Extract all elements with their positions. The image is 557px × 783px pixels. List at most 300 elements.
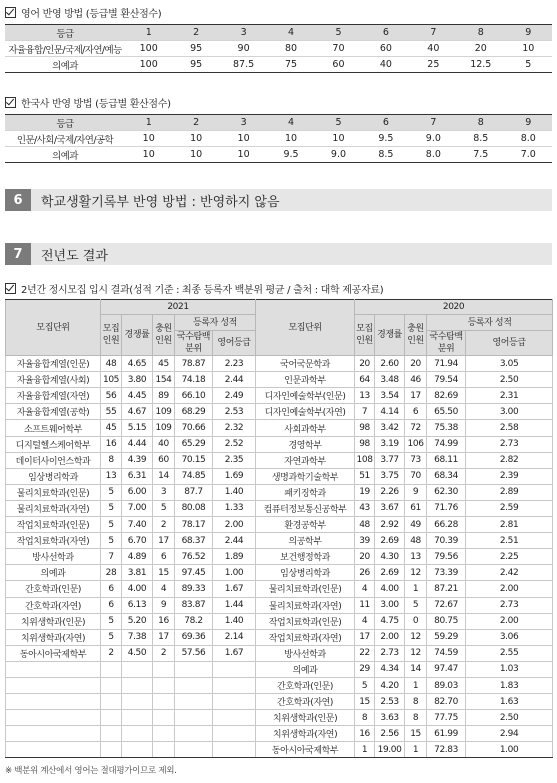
competition-cell: 7.40: [122, 517, 153, 533]
unit-name: 인문과학부: [256, 372, 355, 388]
additional-cell: 14: [405, 661, 427, 677]
empty-cell: [101, 677, 122, 693]
unit-name: 임상병리학과: [256, 565, 355, 581]
score-cell: 12.5: [457, 57, 504, 73]
percentile-cell: 70.39: [427, 533, 466, 549]
english-grade-cell: 2.44: [213, 372, 256, 388]
unit-name: 물리치료학과(자연): [256, 597, 355, 613]
unit-name: 자율융합계열(자연): [6, 388, 101, 404]
quota-cell: 105: [101, 372, 122, 388]
percentile-cell: 69.36: [175, 629, 213, 645]
unit-name: 간호학과(인문): [256, 677, 355, 693]
english-grade-cell: 3.05: [466, 356, 553, 372]
score-cell: 10: [220, 147, 267, 163]
competition-cell: 6.00: [122, 484, 153, 500]
english-grade-cell: 2.49: [213, 388, 256, 404]
english-grade-cell: 2.81: [466, 517, 553, 533]
quota-cell: 22: [355, 645, 375, 661]
percentile-cell: 73.39: [427, 565, 466, 581]
additional-cell: 72: [405, 420, 427, 436]
percentile-cell: 68.11: [427, 452, 466, 468]
table-row: [5, 57, 552, 73]
english-grade-cell: 1.00: [466, 742, 553, 758]
empty-cell: [213, 677, 256, 693]
score-cell: 9.5: [362, 131, 409, 147]
english-grade-cell: 2.51: [466, 533, 553, 549]
score-cell: 20: [457, 41, 504, 57]
english-grade-cell: 1.33: [213, 500, 256, 516]
score-cell: 10: [172, 147, 219, 163]
quota-cell: 19: [355, 484, 375, 500]
percentile-cell: 79.54: [427, 372, 466, 388]
english-grade-cell: 1.67: [213, 581, 256, 597]
english-grade-cell: 2.00: [213, 517, 256, 533]
competition-cell: 4.00: [122, 581, 153, 597]
score-cell: 9.0: [410, 131, 457, 147]
additional-cell: 1: [405, 677, 427, 693]
score-cell: 100: [125, 41, 172, 57]
competition-cell: 2.60: [375, 356, 405, 372]
quota-cell: 8: [355, 710, 375, 726]
quota-cell: 13: [355, 388, 375, 404]
unit-name: 의예과: [6, 565, 101, 581]
competition-cell: 2.26: [375, 484, 405, 500]
additional-cell: 49: [405, 517, 427, 533]
table-row: [6, 581, 553, 597]
competition-cell: 6.13: [122, 597, 153, 613]
table-row: [6, 533, 553, 549]
table-row: [6, 726, 553, 742]
english-grade-cell: 3.06: [466, 629, 553, 645]
grade-number: 9: [505, 115, 553, 131]
percentile-cell: 65.50: [427, 404, 466, 420]
empty-cell: [6, 726, 101, 742]
unit-name: 치위생학과(인문): [6, 613, 101, 629]
year-header-left: 2021: [101, 300, 256, 315]
additional-cell: 4: [153, 581, 175, 597]
history-title-text: 한국사 반영 방법 (등급별 환산점수): [21, 99, 171, 110]
grade-number: 5: [315, 25, 362, 41]
table-row: [6, 742, 553, 758]
competition-cell: 3.42: [375, 420, 405, 436]
competition-cell: 4.44: [122, 436, 153, 452]
quota-cell: 108: [355, 452, 375, 468]
competition-cell: 2.69: [375, 565, 405, 581]
english-grade-cell: 2.25: [466, 549, 553, 565]
percentile-cell: 78.87: [175, 356, 213, 372]
quota-cell: 43: [355, 500, 375, 516]
english-grade-cell: 1.67: [213, 645, 256, 661]
percentile-cell: 66.28: [427, 517, 466, 533]
table-row: [6, 356, 553, 372]
quota-cell: 51: [355, 468, 375, 484]
grade-number: 2: [172, 115, 219, 131]
quota-cell: 15: [355, 694, 375, 710]
grade-header-row: [5, 25, 552, 41]
additional-cell: 6: [153, 549, 175, 565]
score-header: 등록자 성적: [175, 315, 256, 331]
percentile-cell: 89.33: [175, 581, 213, 597]
competition-cell: 3.63: [375, 710, 405, 726]
history-grade-table: [5, 114, 552, 163]
additional-cell: 2: [153, 645, 175, 661]
empty-cell: [175, 661, 213, 677]
competition-cell: 3.54: [375, 388, 405, 404]
percentile-cell: 97.47: [427, 661, 466, 677]
competition-cell: 2.56: [375, 726, 405, 742]
table-row: [6, 500, 553, 516]
english-grade-cell: 2.59: [466, 500, 553, 516]
score-cell: 60: [315, 57, 362, 73]
competition-cell: 2.69: [375, 533, 405, 549]
score-cell: 8.5: [362, 147, 409, 163]
competition-cell: 6.31: [122, 468, 153, 484]
quota-cell: 98: [355, 436, 375, 452]
competition-cell: 4.30: [375, 549, 405, 565]
english-grade-cell: 1.00: [213, 565, 256, 581]
empty-cell: [6, 710, 101, 726]
grade-number: 1: [125, 25, 172, 41]
score-cell: 70: [315, 41, 362, 57]
quota-cell: 7: [355, 404, 375, 420]
empty-cell: [101, 694, 122, 710]
english-grade-cell: 2.58: [466, 420, 553, 436]
competition-cell: 3.48: [375, 372, 405, 388]
additional-cell: 45: [153, 356, 175, 372]
table-row: [6, 420, 553, 436]
quota-cell: 8: [101, 452, 122, 468]
empty-cell: [175, 694, 213, 710]
english-grade-header: 영어등급: [466, 331, 553, 356]
grade-number: 8: [457, 115, 504, 131]
english-grade-cell: 2.94: [466, 726, 553, 742]
additional-cell: 70: [405, 468, 427, 484]
empty-cell: [153, 742, 175, 758]
additional-cell: 8: [405, 694, 427, 710]
results-table: [5, 299, 553, 758]
additional-cell: 1: [405, 581, 427, 597]
quota-cell: 55: [101, 404, 122, 420]
grade-number: 1: [125, 115, 172, 131]
unit-name: 컴퓨터정보통신공학부: [256, 500, 355, 516]
additional-cell: 0: [405, 613, 427, 629]
quota-cell: 5: [101, 484, 122, 500]
additional-header: 충원인원: [405, 315, 427, 356]
percentile-cell: 59.29: [427, 629, 466, 645]
additional-cell: 40: [153, 436, 175, 452]
english-grade-cell: 2.00: [466, 613, 553, 629]
additional-cell: 12: [405, 629, 427, 645]
competition-cell: 4.00: [375, 581, 405, 597]
unit-name: 자율융합계열(인문): [6, 356, 101, 372]
score-cell: 87.5: [220, 57, 267, 73]
quota-cell: 16: [355, 726, 375, 742]
percentile-header: 국수탐백분위: [175, 331, 213, 356]
grade-number: 7: [410, 25, 457, 41]
empty-cell: [101, 742, 122, 758]
score-cell: 10: [172, 131, 219, 147]
unit-name: 방사선학과: [256, 645, 355, 661]
english-grade-cell: 1.89: [213, 549, 256, 565]
quota-cell: 4: [355, 613, 375, 629]
competition-cell: 5.15: [122, 420, 153, 436]
percentile-cell: 74.59: [427, 645, 466, 661]
competition-cell: 3.81: [122, 565, 153, 581]
additional-cell: 1: [405, 742, 427, 758]
table-row: [6, 710, 553, 726]
competition-cell: 7.38: [122, 629, 153, 645]
english-grade-cell: 2.82: [466, 452, 553, 468]
english-grade-cell: 2.89: [466, 484, 553, 500]
additional-cell: 5: [405, 597, 427, 613]
additional-cell: 17: [153, 629, 175, 645]
score-cell: 10: [220, 131, 267, 147]
quota-cell: 6: [101, 597, 122, 613]
score-cell: 10: [267, 131, 314, 147]
score-cell: 5: [505, 57, 553, 73]
english-grade-cell: 2.44: [213, 533, 256, 549]
grade-number: 4: [267, 115, 314, 131]
english-title-text: 영어 반영 방법 (등급별 환산점수): [21, 9, 162, 20]
additional-cell: 46: [405, 372, 427, 388]
additional-cell: 15: [405, 726, 427, 742]
percentile-cell: 74.99: [427, 436, 466, 452]
competition-cell: 4.34: [375, 661, 405, 677]
quota-cell: 11: [355, 597, 375, 613]
row-label: 자율융합/인문/국제/자연/예능: [5, 41, 125, 57]
grade-number: 6: [362, 115, 409, 131]
empty-cell: [175, 742, 213, 758]
empty-cell: [153, 677, 175, 693]
additional-cell: 17: [405, 388, 427, 404]
additional-cell: 6: [405, 404, 427, 420]
quota-cell: 4: [355, 581, 375, 597]
additional-cell: 3: [153, 484, 175, 500]
empty-cell: [153, 661, 175, 677]
row-label: 인문/사회/국제/자연/공학: [5, 131, 125, 147]
additional-cell: 16: [153, 613, 175, 629]
quota-cell: 20: [355, 549, 375, 565]
score-cell: 10: [315, 131, 362, 147]
percentile-cell: 72.83: [427, 742, 466, 758]
competition-cell: 2.73: [375, 645, 405, 661]
table-row: [5, 41, 552, 57]
competition-header: 경쟁률: [375, 315, 405, 356]
english-grade-cell: 2.39: [466, 468, 553, 484]
unit-name: 물리치료학과(인문): [256, 581, 355, 597]
results-title: [5, 281, 383, 296]
percentile-cell: 57.56: [175, 645, 213, 661]
score-cell: 8.0: [410, 147, 457, 163]
grade-number: 6: [362, 25, 409, 41]
quota-cell: 5: [355, 677, 375, 693]
quota-cell: 1: [355, 742, 375, 758]
section-7-bar: [5, 243, 552, 265]
unit-name: 자연과학부: [256, 452, 355, 468]
empty-cell: [6, 742, 101, 758]
quota-cell: 5: [101, 517, 122, 533]
score-cell: 60: [362, 41, 409, 57]
table-row: [6, 677, 553, 693]
section-6-bar: [5, 189, 552, 211]
percentile-cell: 80.75: [427, 613, 466, 629]
score-cell: 80: [267, 41, 314, 57]
competition-cell: 4.65: [122, 356, 153, 372]
section-7-title: 전년도 결과: [41, 248, 108, 264]
additional-cell: 109: [153, 420, 175, 436]
english-grade-header: 영어등급: [213, 331, 256, 356]
competition-cell: 5.20: [122, 613, 153, 629]
percentile-cell: 61.99: [427, 726, 466, 742]
score-cell: 7.5: [457, 147, 504, 163]
english-grade-cell: 2.35: [213, 452, 256, 468]
competition-cell: 19.00: [375, 742, 405, 758]
table-row: [6, 468, 553, 484]
score-cell: 10: [125, 131, 172, 147]
competition-cell: 2.53: [375, 694, 405, 710]
percentile-cell: 71.76: [427, 500, 466, 516]
unit-name: 물리치료학과(인문): [6, 484, 101, 500]
percentile-cell: 82.70: [427, 694, 466, 710]
unit-name: 작업치료학과(자연): [6, 533, 101, 549]
competition-cell: 3.80: [122, 372, 153, 388]
quota-cell: 13: [101, 468, 122, 484]
english-grade-cell: 2.32: [213, 420, 256, 436]
row-label: 의예과: [5, 147, 125, 163]
unit-name: 자율융합계열(공학): [6, 404, 101, 420]
competition-cell: 4.45: [122, 388, 153, 404]
unit-header-right: 모집단위: [256, 300, 355, 356]
table-row: [6, 452, 553, 468]
english-grade-cell: 1.03: [466, 661, 553, 677]
percentile-cell: 89.03: [427, 677, 466, 693]
percentile-cell: 74.85: [175, 468, 213, 484]
grade-header-label: 등급: [5, 25, 125, 41]
empty-cell: [153, 726, 175, 742]
empty-cell: [213, 694, 256, 710]
unit-header-left: 모집단위: [6, 300, 101, 356]
additional-cell: 73: [405, 452, 427, 468]
table-row: [6, 645, 553, 661]
empty-cell: [6, 694, 101, 710]
grade-number: 8: [457, 25, 504, 41]
competition-cell: 3.75: [375, 468, 405, 484]
percentile-cell: 74.18: [175, 372, 213, 388]
unit-name: 디자인예술학부(인문): [256, 388, 355, 404]
row-label: 의예과: [5, 57, 125, 73]
table-row: [6, 549, 553, 565]
percentile-cell: 65.29: [175, 436, 213, 452]
english-grade-cell: 1.63: [466, 694, 553, 710]
english-grade-cell: 2.23: [213, 356, 256, 372]
quota-cell: 98: [355, 420, 375, 436]
unit-name: 디자인예술학부(자연): [256, 404, 355, 420]
checkbox-icon: [5, 283, 16, 294]
percentile-cell: 70.66: [175, 420, 213, 436]
score-cell: 90: [220, 41, 267, 57]
additional-cell: 9: [405, 484, 427, 500]
percentile-cell: 78.2: [175, 613, 213, 629]
table-row: [5, 147, 552, 163]
unit-name: 임상병리학과: [6, 468, 101, 484]
competition-cell: 3.00: [375, 597, 405, 613]
english-grade-cell: 2.42: [466, 565, 553, 581]
percentile-cell: 80.08: [175, 500, 213, 516]
unit-name: 환경공학부: [256, 517, 355, 533]
score-cell: 9.0: [315, 147, 362, 163]
competition-cell: 6.70: [122, 533, 153, 549]
score-cell: 95: [172, 57, 219, 73]
percentile-cell: 79.56: [427, 549, 466, 565]
quota-cell: 6: [101, 581, 122, 597]
grade-number: 2: [172, 25, 219, 41]
additional-header: 충원인원: [153, 315, 175, 356]
results-header-row-1: [6, 300, 553, 315]
score-cell: 75: [267, 57, 314, 73]
grade-number: 7: [410, 115, 457, 131]
quota-cell: 16: [101, 436, 122, 452]
table-row: [6, 694, 553, 710]
unit-name: 동아시아국제학부: [6, 645, 101, 661]
competition-cell: 2.92: [375, 517, 405, 533]
unit-name: 치위생학과(자연): [6, 629, 101, 645]
unit-name: 간호학과(인문): [6, 581, 101, 597]
unit-name: 작업치료학과(인문): [256, 613, 355, 629]
grade-number: 9: [505, 25, 553, 41]
english-grade-cell: 2.53: [213, 404, 256, 420]
percentile-cell: 70.15: [175, 452, 213, 468]
quota-cell: 5: [101, 533, 122, 549]
quota-cell: 20: [355, 356, 375, 372]
additional-cell: 60: [153, 452, 175, 468]
quota-header: 모집인원: [101, 315, 122, 356]
grade-number: 3: [220, 25, 267, 41]
score-header: 등록자 성적: [427, 315, 553, 331]
quota-cell: 64: [355, 372, 375, 388]
english-grade-cell: 2.31: [466, 388, 553, 404]
english-grade-cell: 1.83: [466, 677, 553, 693]
grade-number: 4: [267, 25, 314, 41]
table-row: [5, 131, 552, 147]
unit-name: 사회과학부: [256, 420, 355, 436]
unit-name: 간호학과(자연): [6, 597, 101, 613]
percentile-cell: 83.87: [175, 597, 213, 613]
unit-name: 보건행정학과: [256, 549, 355, 565]
percentile-cell: 82.69: [427, 388, 466, 404]
additional-cell: 15: [153, 565, 175, 581]
english-grade-cell: 1.69: [213, 468, 256, 484]
competition-cell: 3.67: [375, 500, 405, 516]
empty-cell: [6, 677, 101, 693]
footnote: ※ 백분위 계산에서 영어는 절대평가이므로 제외.: [5, 766, 177, 776]
quota-cell: 2: [101, 645, 122, 661]
percentile-cell: 68.29: [175, 404, 213, 420]
score-cell: 40: [410, 41, 457, 57]
english-grade-table: [5, 24, 552, 73]
additional-cell: 9: [153, 597, 175, 613]
checkbox-icon: [5, 97, 16, 108]
english-grade-cell: 3.00: [466, 404, 553, 420]
empty-cell: [122, 742, 153, 758]
table-row: [6, 661, 553, 677]
english-grade-cell: 2.55: [466, 645, 553, 661]
quota-cell: 7: [101, 549, 122, 565]
grade-number: 3: [220, 115, 267, 131]
competition-cell: 4.39: [122, 452, 153, 468]
english-grade-cell: 1.40: [213, 484, 256, 500]
unit-name: 작업치료학과(자연): [256, 629, 355, 645]
table-row: [6, 597, 553, 613]
